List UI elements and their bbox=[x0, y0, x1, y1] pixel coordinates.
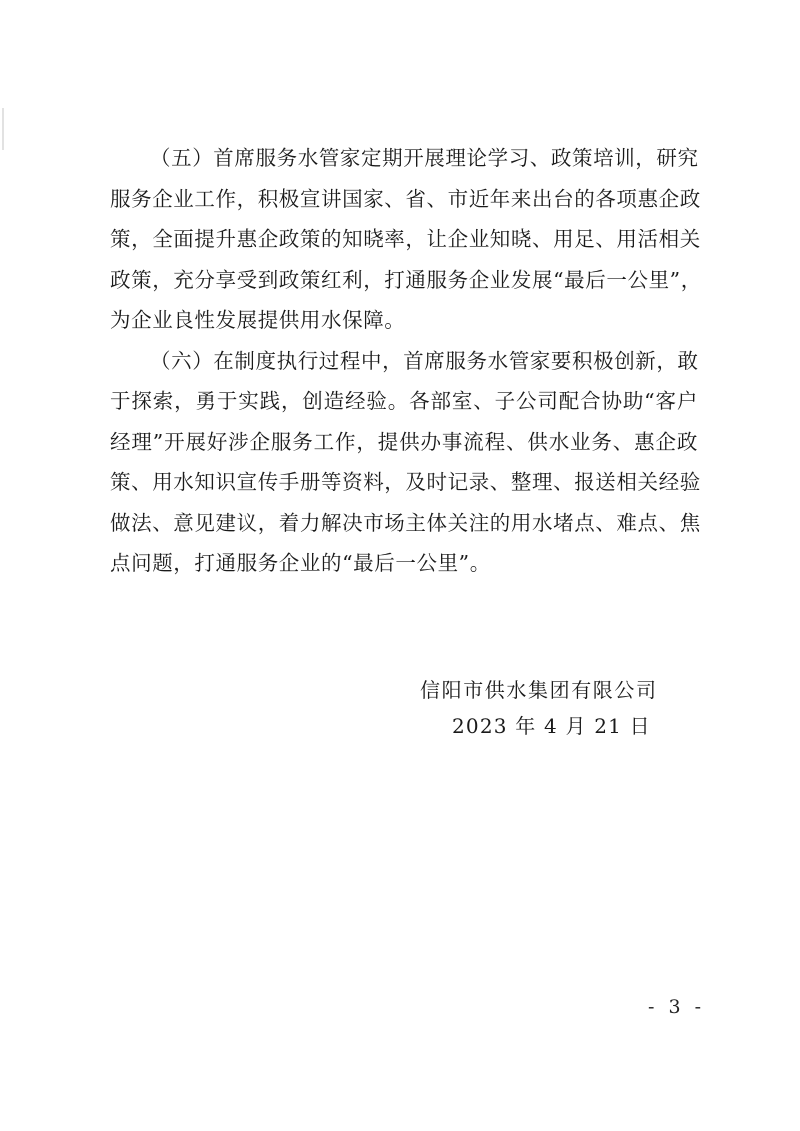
paragraph-line: 服务企业工作，积极宣讲国家、省、市近年来出台的各项惠企政 bbox=[110, 186, 701, 211]
page-number: - 3 - bbox=[648, 996, 706, 1018]
paragraph-line: 政策，充分享受到政策红利，打通服务企业发展“最后一公里”， bbox=[110, 267, 702, 292]
paragraph-line: （五）首席服务水管家定期开展理论学习、政策培训，研究 bbox=[150, 146, 699, 170]
signature-organization: 信阳市供水集团有限公司 bbox=[420, 678, 658, 702]
paragraph-line: 于探索，勇于实践，创造经验。各部室、子公司配合协助“客户 bbox=[110, 389, 698, 413]
paragraph-line: 做法、意见建议，着力解决市场主体关注的用水堵点、难点、焦 bbox=[110, 510, 701, 535]
paragraph-line: 为企业良性发展提供用水保障。 bbox=[110, 308, 406, 332]
paragraph-6 bbox=[110, 341, 701, 584]
paragraph-line: 策、用水知识宣传手册等资料，及时记录、整理、报送相关经验 bbox=[110, 470, 701, 494]
scan-edge-artifact bbox=[2, 108, 4, 150]
paragraph-line: 点问题，打通服务企业的“最后一公里”。 bbox=[110, 551, 491, 575]
document-body bbox=[110, 138, 702, 584]
paragraph-line: 经理”开展好涉企服务工作，提供办事流程、供水业务、惠企政 bbox=[110, 429, 698, 454]
paragraph-line: （六）在制度执行过程中，首席服务水管家要积极创新，敢 bbox=[150, 348, 699, 373]
signature-date: 2023 年 4 月 21 日 bbox=[452, 714, 651, 738]
paragraph-line: 策，全面提升惠企政策的知晓率，让企业知晓、用足、用活相关 bbox=[110, 227, 701, 251]
paragraph-5 bbox=[110, 138, 702, 341]
signature-block bbox=[420, 672, 680, 744]
